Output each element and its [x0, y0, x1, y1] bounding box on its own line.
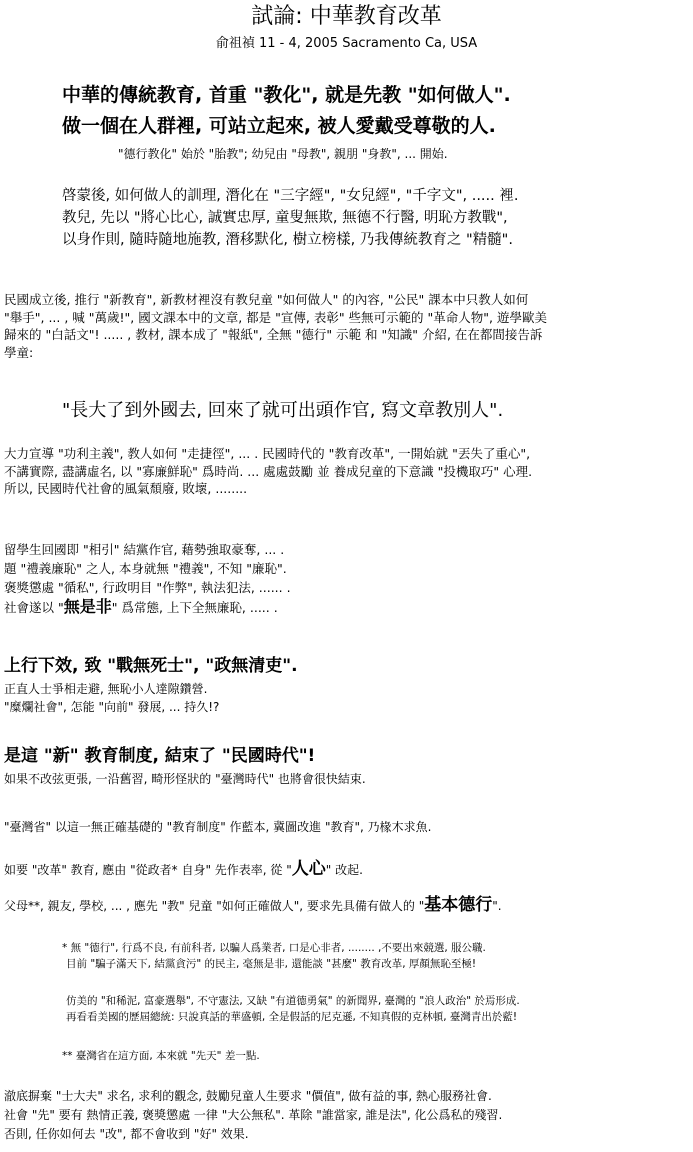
text-fragment: " 爲常態, 上下全無廉恥, ..... .	[111, 600, 278, 615]
text-line: 歸來的 "白話文"! ..... , 教材, 課本成了 "報紙", 全無 "德行" 示範 和 "知識" 介紹, 在在都間接告訴	[4, 327, 543, 342]
text-fragment: 父母**, 親友, 學校, ... , 應先 "教" 兒童 "如何正確做人", 要求先具備有做人的 "	[4, 899, 425, 913]
closing-paragraph	[4, 1087, 502, 1144]
text-line: 澈底摒棄 "士大夫" 求名, 求利的觀念, 鼓勵兒童人生要求 "價值", 做有益的事, 熱心服務社會.	[4, 1089, 492, 1103]
section-heading: 上行下效, 致 "戰無死士", "政無清吏".	[4, 656, 298, 676]
text-line	[4, 597, 291, 617]
section-heading: 是這 "新" 教育制度, 結束了 "民國時代"!	[4, 746, 316, 766]
text-line: 大力宣導 "功利主義", 教人如何 "走捷徑", ... . 民國時代的 "教育改革", 一開始就 "丟失了重心",	[4, 446, 531, 461]
emphasis-text: 人心	[291, 859, 326, 879]
footnote-politics	[66, 993, 520, 1025]
emphasis-text: 無是非	[63, 597, 112, 616]
text-line: 褒獎懲處 "循私", 行政明目 "作弊", 執法犯法, ...... .	[4, 580, 291, 595]
text-line: 啓蒙後, 如何做人的訓理, 潛化在 "三字經", "女兒經", "千字文", ..... 裡.	[62, 188, 519, 204]
author-date-line: 俞祖禎 11 - 4, 2005 Sacramento Ca, USA	[215, 36, 478, 51]
text-fragment: 社會遂以 "	[4, 600, 64, 615]
emphasis-text: 基本德行	[424, 895, 493, 915]
text-line: 否則, 任你如何去 "改", 都不會收到 "好" 效果.	[4, 1127, 249, 1141]
lead-paragraph	[62, 80, 511, 142]
text-line: 正直人士爭相走避, 無恥小人達隙鑽營.	[4, 682, 208, 696]
text-line: * 無 "德行", 行爲不良, 有前科者, 以騙人爲業者, 口是心非者, ........ ,不要出來競選, 服公職.	[62, 942, 486, 954]
text-line: 題 "禮義廉恥" 之人, 本身就無 "禮義", 不知 "廉恥".	[4, 561, 287, 576]
paragraph-society	[4, 540, 291, 617]
text-line: 教兒, 先以 "將心比心, 誠實忠厚, 童叟無欺, 無德不行醫, 明恥方教戰",	[62, 210, 508, 226]
text-line: 留學生回國即 "相引" 結黨作官, 藉勢強取豪奪, ... .	[4, 542, 285, 557]
text-line: 再看看美國的歷屆總統: 只說真話的華盛頓, 全是假話的尼克遜, 不知真假的克林頓, 臺灣青出於藍!	[66, 1011, 518, 1023]
text-line: 仿美的 "和稀泥, 富豪選舉", 不守憲法, 又缺 "有道德勇氣" 的新聞界, 臺灣的 "浪人政治" 於焉形成.	[66, 995, 520, 1007]
text-line: "糜爛社會", 怎能 "向前" 發展, ... 持久!?	[4, 700, 220, 714]
text-line: "舉手", ... , 喊 "萬歲!", 國文課本中的文章, 都是 "宣傳, 表彰" 些無可示範的 "革命人物", 遊學歐美	[4, 309, 547, 325]
quote-line: "長大了到外國去, 回來了就可出頭作官, 寫文章教別人".	[62, 400, 504, 421]
text-fragment: " 改起.	[325, 863, 363, 877]
text-line: 社會 "先" 要有 熱情正義, 褒獎懲處 一律 "大公無私". 革除 "誰當家, 誰是法", 化公爲私的殘習.	[4, 1108, 503, 1122]
text-line: 學童:	[4, 344, 34, 360]
paragraph-basic-virtue	[4, 895, 502, 916]
paragraph-republic-education	[4, 291, 547, 361]
lead-note: "德行教化" 始於 "胎教"; 幼兒由 "母教", 親朋 "身教", ... 開始.	[118, 147, 448, 161]
footnote-parents: ** 臺灣省在這方面, 本來就 "先天" 差一點.	[62, 1050, 260, 1062]
text-line: 民國成立後, 推行 "新教育", 新教材裡沒有教兒童 "如何做人" 的內容, "公民" 課本中只教人如何	[4, 292, 529, 307]
text-line: 目前 "騙子滿天下, 結黨貪污" 的民主, 毫無是非, 還能談 "甚麼" 教育改革, 厚顏無恥至極!	[66, 958, 477, 970]
text-line: 做一個在人群裡, 可站立起來, 被人愛戴受尊敬的人.	[62, 115, 496, 137]
text-line: 不講實際, 盡講虛名, 以 "寡廉鮮恥" 爲時尚. ... 處處鼓勵 並 養成兒童的下意識 "投機取巧" 心理.	[4, 463, 533, 479]
text-line: 中華的傳統教育, 首重 "教化", 就是先教 "如何做人".	[62, 84, 511, 106]
paragraph-enlightenment	[62, 185, 518, 251]
paragraph-taiwan-province: "臺灣省" 以這一無正確基礎的 "教育制度" 作藍本, 冀圖改進 "教育", 乃椽木求魚.	[4, 820, 432, 834]
paragraph-consequence	[4, 680, 219, 716]
footnote-politicians	[62, 940, 486, 972]
text-fragment: ".	[492, 899, 502, 913]
text-fragment: 如要 "改革" 教育, 應由 "從政者* 自身" 先作表率, 從 "	[4, 863, 292, 877]
text-line: 以身作則, 隨時隨地施教, 潛移默化, 樹立榜樣, 乃我傳統教育之 "精髓".	[62, 232, 513, 248]
page-title: 試論: 中華教育改革	[251, 4, 442, 29]
paragraph-reform-heart	[4, 860, 363, 879]
text-line: 所以, 民國時代社會的風氣頹廢, 敗壞, ........	[4, 481, 248, 496]
paragraph-utilitarianism	[4, 445, 532, 498]
paragraph-taiwan-era: 如果不改弦更張, 一沿舊習, 畸形怪狀的 "臺灣時代" 也將會很快結束.	[4, 772, 366, 786]
